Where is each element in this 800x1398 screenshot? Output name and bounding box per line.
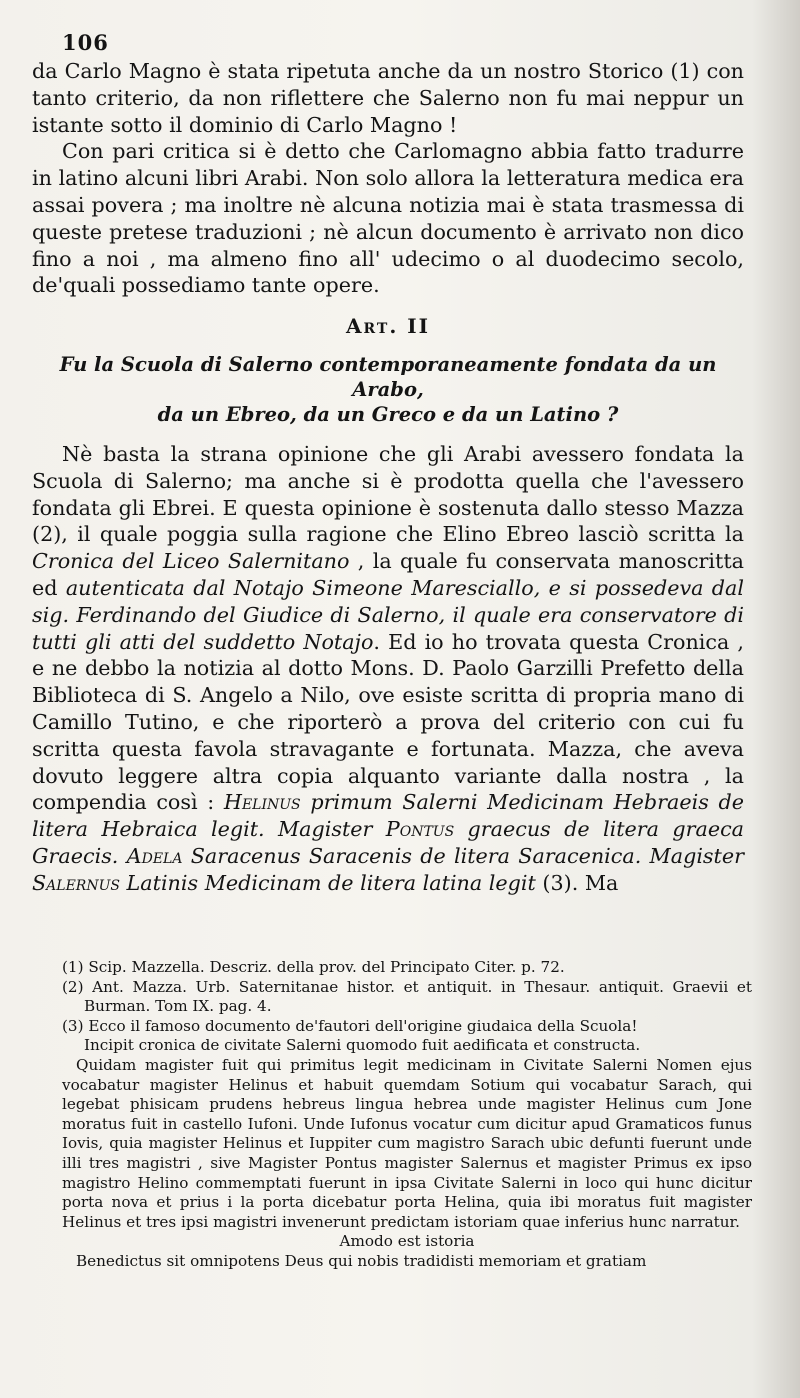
article-subtitle-line-1: Fu la Scuola di Salerno contemporaneamente fondata da un Arabo, — [59, 352, 717, 401]
footnote-latin-block: Quidam magister fuit qui primitus legit medicinam in Civitate Salerni Nomen ejus vocabatur magister Helinus et habuit quemdam Sotium qui vocabatur Sarach, qui legebat phisicam prudens hebreus lingua hebrea unde magister Helinus cum Jone moratus fuit in castello Iufoni. Unde Iufonus vocatur cum dicitur apud Gramaticos funus Iovis, quia magister Helinus et Iuppiter cum magistro Sarach ubic defunti fuerunt unde illi tres magistri , sive Magister Pontus magister Salernus et magister Primus ex ipso magistro Helino commemptati fuerunt in ipsa Civitate Salerni in loco qui hunc dicitur porta nova et prius i la porta dicebatur porta Helina, quia ibi moratus fuit magister Helinus et tres ipsi magistri invenerunt predictam istoriam quae inferius hunc narratur. — [62, 1055, 752, 1231]
p3-latin-2: graecus de litera graeca Graecis. — [32, 817, 744, 868]
p3-text-1: Nè basta la strana opinione che gli Arabi avessero fondata la Scuola di Salerno; ma anche si è prodotta quella che l'avessero fondata gli Ebrei. E questa opinione è sostenuta dallo stesso Mazza (2), il quale poggia sulla ragione che Elino Ebreo lasciò scritta la — [32, 441, 744, 547]
footnote-2: (2) Ant. Mazza. Urb. Saternitanae histor. et antiquit. in Thesaur. antiquit. Graevii et Burman. Tom IX. pag. 4. — [62, 977, 752, 1016]
p3-pontus: Pontus — [385, 817, 455, 842]
footnote-amodo: Amodo est istoria — [339, 1232, 475, 1251]
page-number: 106 — [62, 30, 109, 55]
p3-helinus: Helinus — [223, 790, 301, 815]
paragraph-2: Con pari critica si è detto che Carlomagno abbia fatto tradurre in latino alcuni libri Arabi. Non solo allora la letteratura medica era assai povera ; ma inoltre nè alcuna notizia mai è stata trasmessa di queste pretese traduzioni ; nè alcun documento è arrivato non dico fino a noi , ma almeno fino all' udecimo o al duodecimo secolo, de'quali possediamo tante opere. — [32, 139, 744, 298]
p3-latin-4: Latinis Medicinam de litera latina legit — [119, 870, 536, 895]
main-text — [32, 58, 744, 897]
p3-text-end: (3). Ma — [535, 870, 619, 895]
p3-salernus: Salernus — [32, 870, 120, 895]
p3-latin-1: primum Salerni Medicinam Hebraeis de litera Hebraica legit. Magister — [32, 790, 744, 842]
p3-cronica-title: Cronica del Liceo Salernitano — [32, 549, 350, 574]
footnote-1: (1) Scip. Mazzella. Descriz. della prov. del Principato Citer. p. 72. — [62, 958, 565, 976]
footnote-incipit: Incipit cronica de civitate Salerni quomodo fuit aedificata et constructa. — [84, 1036, 641, 1055]
article-title: Art. II — [346, 314, 430, 339]
p3-adela: Adela — [126, 843, 183, 868]
p3-quote-autenticata: autenticata dal Notajo Simeone Maresciallo, e si possedeva dal sig. Ferdinando del Giudice di Salerno, il quale era conservatore di tutti gli atti del suddetto Notajo — [32, 575, 745, 654]
footnote-benedictus: Benedictus sit omnipotens Deus qui nobis tradidisti memoriam et gratiam — [76, 1251, 647, 1270]
article-subtitle-line-2: da un Ebreo, da un Greco e da un Latino ? — [157, 402, 619, 426]
article-subtitle — [32, 352, 744, 427]
footnote-3: (3) Ecco il famoso documento de'fautori dell'origine giudaica della Scuola! — [62, 1016, 638, 1035]
paragraph-1: da Carlo Magno è stata ripetuta anche da un nostro Storico (1) con tanto criterio, da non riflettere che Salerno non fu mai neppur un istante sotto il dominio di Carlo Magno ! — [32, 59, 744, 137]
footnotes — [62, 958, 752, 1272]
p3-latin-3: Saracenus Saracenis de litera Saracenica. Magister — [182, 843, 744, 868]
p3-text-3: , la quale fu conservata manoscritta ed — [32, 549, 744, 600]
paragraph-3 — [32, 441, 744, 897]
p3-text-5: . Ed io ho trovata questa Cronica , e ne debbo la notizia al dotto Mons. D. Paolo Garzilli Prefetto della Biblioteca di S. Angelo a Nilo, ove esiste scritta di propria mano di Camillo Tutino, e che riporterò a prova del criterio con cui fu scritta questa favola stravagante e fortunata. Mazza, che aveva dovuto leggere altra copia alquanto variante dalla nostra , la compendia così : — [32, 629, 744, 815]
